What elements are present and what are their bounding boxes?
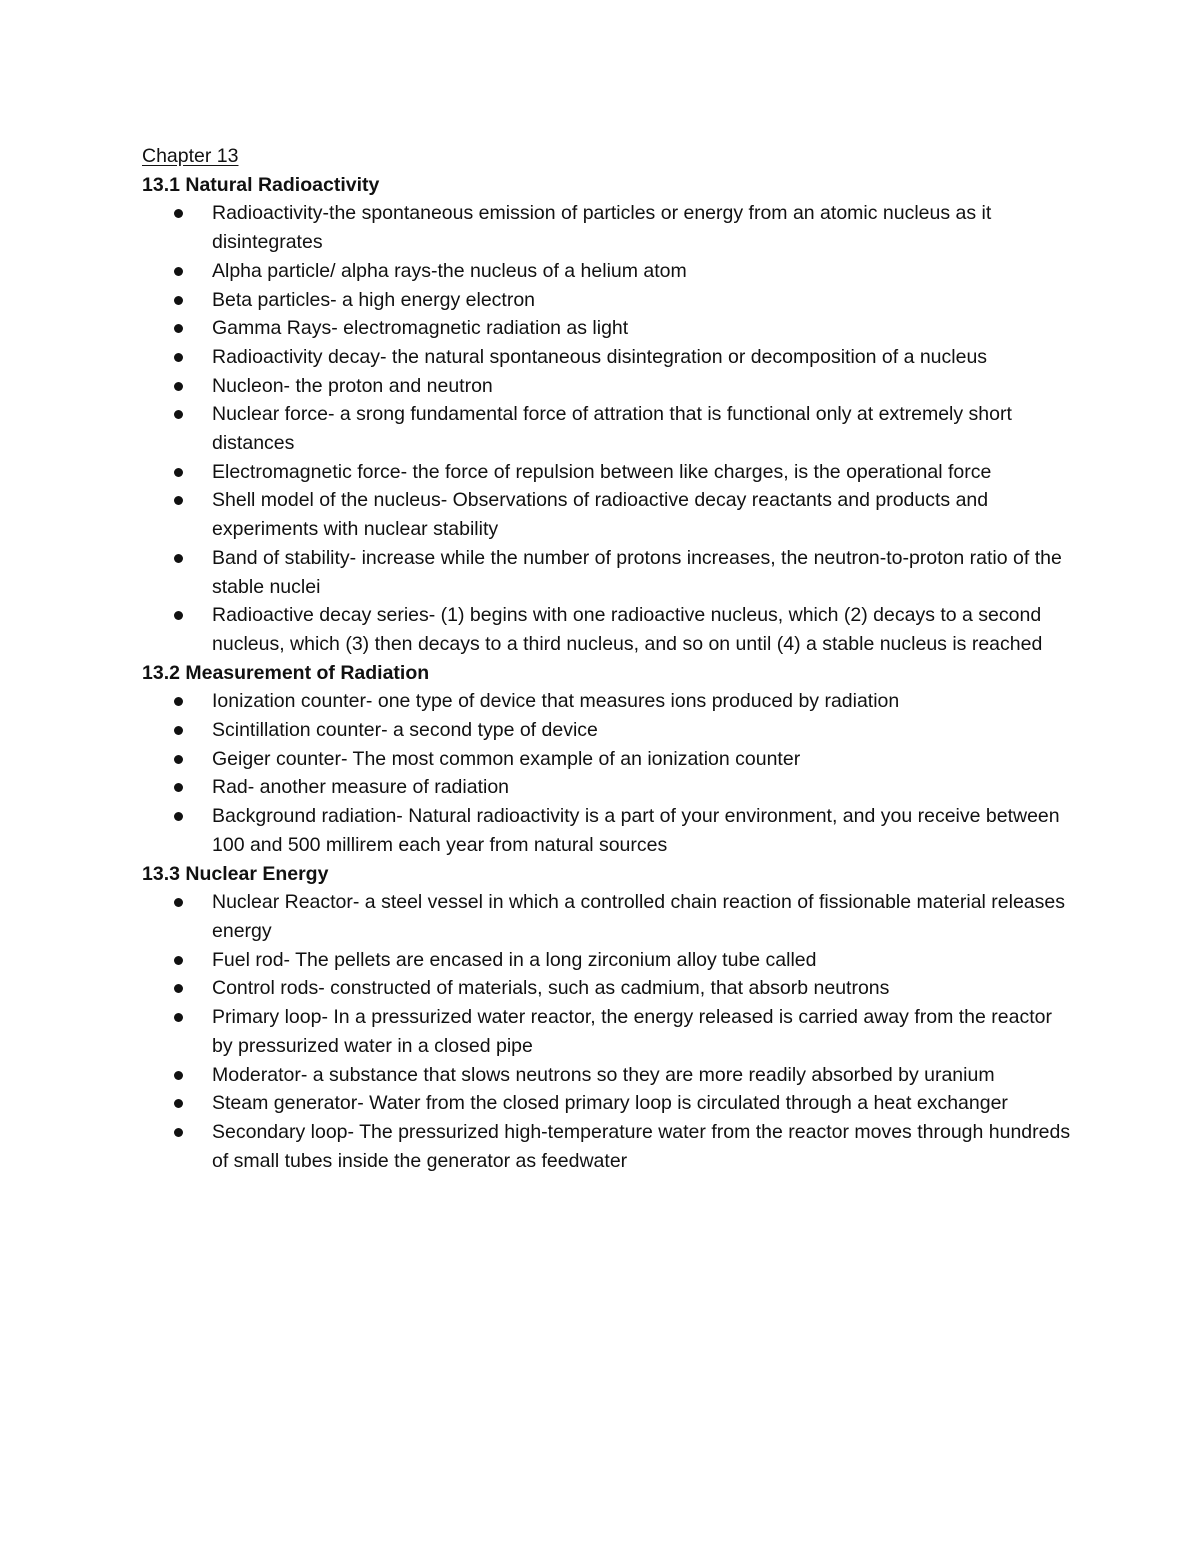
list-item <box>142 1003 1072 1060</box>
bullet-icon <box>174 267 183 276</box>
section-heading: 13.1 Natural Radioactivity <box>142 173 380 196</box>
list-item-text: Radioactivity decay- the natural spontaneous disintegration or decomposition of a nucleus <box>212 345 988 368</box>
bullet-icon <box>174 898 183 907</box>
list-item <box>142 687 1072 716</box>
list-item-text: Control rods- constructed of materials, such as cadmium, that absorb neutrons <box>212 977 890 1000</box>
list-item <box>142 486 1072 543</box>
list-item-text: Radioactive decay series- (1) begins with one radioactive nucleus, which (2) decays to a second nucleus, which (3) then decays to a third nucleus, and so on until (4) a stable nucleus is reached <box>212 604 1043 655</box>
list-item <box>142 257 1072 286</box>
list-item-text: Moderator- a substance that slows neutrons so they are more readily absorbed by uranium <box>212 1063 995 1086</box>
bullet-icon <box>174 1099 183 1108</box>
list-item-text: Nuclear force- a srong fundamental force of attration that is functional only at extremely short distances <box>212 403 1012 455</box>
list-item <box>142 974 1072 1003</box>
bullet-icon <box>174 554 183 563</box>
list-item <box>142 888 1072 945</box>
list-item <box>142 314 1072 343</box>
bullet-list <box>142 687 1072 859</box>
list-item-text: Radioactivity-the spontaneous emission of particles or energy from an atomic nucleus as it disintegrates <box>212 202 992 254</box>
section-heading: 13.3 Nuclear Energy <box>142 862 329 885</box>
list-item-text: Nucleon- the proton and neutron <box>212 374 493 397</box>
list-item-text: Beta particles- a high energy electron <box>212 288 536 311</box>
list-item-text: Alpha particle/ alpha rays-the nucleus of a helium atom <box>212 259 687 282</box>
list-item <box>142 601 1072 658</box>
list-item-text: Gamma Rays- electromagnetic radiation as light <box>212 317 629 340</box>
section-heading: 13.2 Measurement of Radiation <box>142 661 430 684</box>
bullet-icon <box>174 468 183 477</box>
bullet-icon <box>174 812 183 821</box>
list-item <box>142 400 1072 457</box>
list-item-text: Ionization counter- one type of device that measures ions produced by radiation <box>212 690 900 713</box>
list-item <box>142 1118 1072 1175</box>
section-measurement-of-radiation <box>142 659 1072 860</box>
list-item-text: Primary loop- In a pressurized water reactor, the energy released is carried away from the reactor by pressurized water in a closed pipe <box>212 1006 1052 1057</box>
list-item-text: Secondary loop- The pressurized high-temperature water from the reactor moves through hundreds of small tubes inside the generator as feedwater <box>212 1120 1071 1172</box>
list-item-text: Shell model of the nucleus- Observations of radioactive decay reactants and products and experiments with nuclear stability <box>212 489 989 541</box>
bullet-list <box>142 199 1072 658</box>
list-item-text: Scintillation counter- a second type of device <box>212 719 598 742</box>
list-item <box>142 343 1072 372</box>
bullet-icon <box>174 726 183 735</box>
list-item-text: Fuel rod- The pellets are encased in a long zirconium alloy tube called <box>212 948 817 971</box>
bullet-icon <box>174 1013 183 1022</box>
bullet-list <box>142 888 1072 1175</box>
list-item <box>142 745 1072 774</box>
bullet-icon <box>174 984 183 993</box>
chapter-title: Chapter 13 <box>142 145 239 167</box>
list-item-text: Band of stability- increase while the number of protons increases, the neutron-to-proton ratio of the stable nuclei <box>212 546 1062 598</box>
bullet-icon <box>174 611 183 620</box>
list-item <box>142 1061 1072 1090</box>
list-item-text: Rad- another measure of radiation <box>212 776 510 799</box>
document-page <box>142 142 1072 1175</box>
list-item <box>142 716 1072 745</box>
bullet-icon <box>174 956 183 965</box>
bullet-icon <box>174 1071 183 1080</box>
list-item-text: Steam generator- Water from the closed primary loop is circulated through a heat exchanger <box>212 1092 1008 1115</box>
list-item <box>142 1089 1072 1118</box>
list-item-text: Background radiation- Natural radioactivity is a part of your environment, and you receive between 100 and 500 millirem each year from natural sources <box>212 805 1060 856</box>
list-item <box>142 544 1072 601</box>
list-item <box>142 458 1072 487</box>
bullet-icon <box>174 209 183 218</box>
bullet-icon <box>174 410 183 419</box>
bullet-icon <box>174 496 183 505</box>
list-item <box>142 946 1072 975</box>
list-item-text: Nuclear Reactor- a steel vessel in which a controlled chain reaction of fissionable material releases energy <box>212 891 1066 942</box>
list-item <box>142 372 1072 401</box>
bullet-icon <box>174 324 183 333</box>
bullet-icon <box>174 296 183 305</box>
list-item-text: Geiger counter- The most common example of an ionization counter <box>212 747 801 770</box>
bullet-icon <box>174 382 183 391</box>
list-item <box>142 773 1072 802</box>
bullet-icon <box>174 1128 183 1137</box>
section-natural-radioactivity <box>142 171 1072 659</box>
bullet-icon <box>174 353 183 362</box>
list-item <box>142 199 1072 256</box>
list-item <box>142 286 1072 315</box>
bullet-icon <box>174 697 183 706</box>
bullet-icon <box>174 783 183 792</box>
list-item <box>142 802 1072 859</box>
section-nuclear-energy <box>142 860 1072 1176</box>
list-item-text: Electromagnetic force- the force of repulsion between like charges, is the operational force <box>212 460 992 483</box>
bullet-icon <box>174 755 183 764</box>
